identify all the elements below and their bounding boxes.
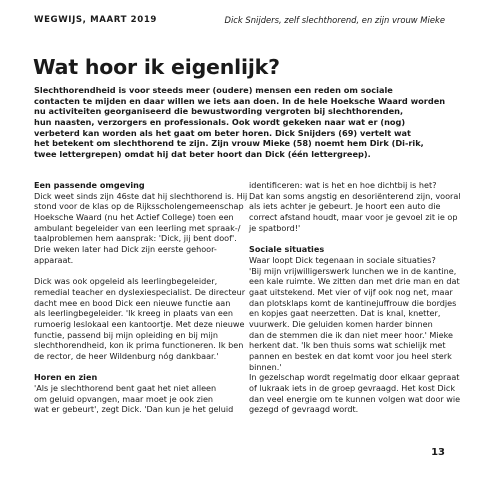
section-heading-passende-omgeving: Een passende omgeving [34,180,145,190]
body-line: correct afstand houdt, maar voor je gevoel zit ie op [249,212,458,223]
right-column [249,180,461,415]
page-title: Wat hoor ik eigenlijk? [33,55,280,79]
body-line: de rector, de heer Wildenburg nóg dankbaar.' [34,351,219,361]
body-line: dacht mee en bood Dick een nieuwe functie aan [34,297,231,308]
body-line: herkent dat. 'Ik ben thuis soms wat schielijk met [249,340,446,351]
section-heading-horen-en-zien: Horen en zien [34,372,98,383]
intro-line: hun naasten, verzorgers en professionals. Ook wordt gekeken naar wat er (nog) [34,117,406,128]
left-column [34,180,248,415]
body-line: en kopjes gaat neerzetten. Dat is knal, knetter, [249,308,441,319]
body-line: rumoerig leslokaal een kantoortje. Met deze nieuwe [34,318,245,329]
body-line: ambulant begeleider van een leerling met spraak-/ [34,222,241,233]
body-line: dan veel energie om te kunnen volgen wat door wie [249,393,461,404]
body-line: dan plotsklaps komt de kantinejuffrouw die bordjes [249,297,457,308]
body-line: gezegd of gevraagd wordt. [249,404,359,415]
section-header: WEGWIJS, MAART 2019 [34,15,157,25]
body-line: Dick was ook opgeleid als leerlingbegeleider, [34,276,218,287]
article-subtitle: Dick Snijders, zelf slechthorend, en zijn vrouw Mieke [224,15,445,25]
body-line: Hoeksche Waard (nu het Actief College) toen een [34,212,234,223]
body-line: identificeren: wat is het en hoe dichtbij is het? [249,180,437,190]
body-line: Drie weken later had Dick zijn eerste gehoor- [34,244,217,255]
body-line: stond voor de klas op de Rijksscholengemeenschap [34,201,244,212]
intro-line: contacten te mijden en daar willen we iets aan doen. In de hele Hoeksche Waard worden [34,95,446,106]
body-line: wat er gebeurt', zegt Dick. 'Dan kun je het geluid [34,404,234,415]
intro-line: verbeterd kan worden als het gaat om beter horen. Dick Snijders (69) vertelt wat [34,127,411,138]
paragraph-gap [34,362,234,373]
body-line: taalproblemen hem aansprak: 'Dick, jij bent doof'. [34,233,237,244]
body-line: gaat uitstekend. Met vier of vijf ook nog net, maar [249,286,453,297]
intro-line: twee lettergrepen) omdat hij dat beter hoort dan Dick (één lettergreep). [34,149,371,160]
body-line: als leerlingbegeleider. 'Ik kreeg in plaats van een [34,308,233,319]
body-line: binnen.' [249,361,282,372]
body-line: of lukraak iets in de groep gevraagd. Het kost Dick [249,383,456,394]
intro-line: het betekent om slechthorend te zijn. Zijn vrouw Mieke (58) noemt hem Dirk (Di-rik, [34,138,424,149]
page-number: 13 [431,447,445,458]
body-line: functie, passend bij mijn opleiding en bij mijn [34,329,218,340]
intro-line: nu activiteiten georganiseerd die bewustwording vergroten bij slechthorenden, [34,106,404,117]
body-line: 'Als je slechthorend bent gaat het niet alleen [34,383,217,394]
intro-paragraph [34,85,454,160]
body-line: een kale ruimte. We zitten dan met drie man en dat [249,276,460,287]
body-line: als iets achter je gebeurt. Je hoort een auto die [249,201,441,212]
section-heading-sociale-situaties: Sociale situaties [249,244,325,255]
body-line: slechthorendheid, kon ik prima functioneren. Ik ben [34,340,244,351]
body-line: om geluid opvangen, maar moet je ook zien [34,393,214,404]
body-line: Waar loopt Dick tegenaan in sociale situaties? [249,254,436,265]
body-line: remedial teacher en dyslexiespecialist. De directeur [34,286,246,297]
paragraph-gap [249,233,449,244]
body-line: In gezelschap wordt regelmatig door elkaar gepraat [249,372,460,383]
body-line: Dat kan soms angstig en desoriënterend zijn, vooral [249,190,461,201]
body-line: vuurwerk. Die geluiden komen harder binnen [249,318,433,329]
intro-line: Slechthorendheid is voor steeds meer (oudere) mensen een reden om sociale [34,85,393,95]
body-line: Dick weet sinds zijn 46ste dat hij slechthorend is. Hij [34,190,248,201]
body-line: je spatbord!' [249,222,301,233]
body-line: apparaat. [34,254,74,265]
body-line: 'Bij mijn vrijwilligerswerk lunchen we in de kantine, [249,265,457,276]
body-line: pannen en bestek en dat komt voor jou heel sterk [249,351,452,361]
body-line: dan de stemmen die ik dan niet meer hoor.' Mieke [249,329,453,340]
paragraph-gap [34,266,234,277]
